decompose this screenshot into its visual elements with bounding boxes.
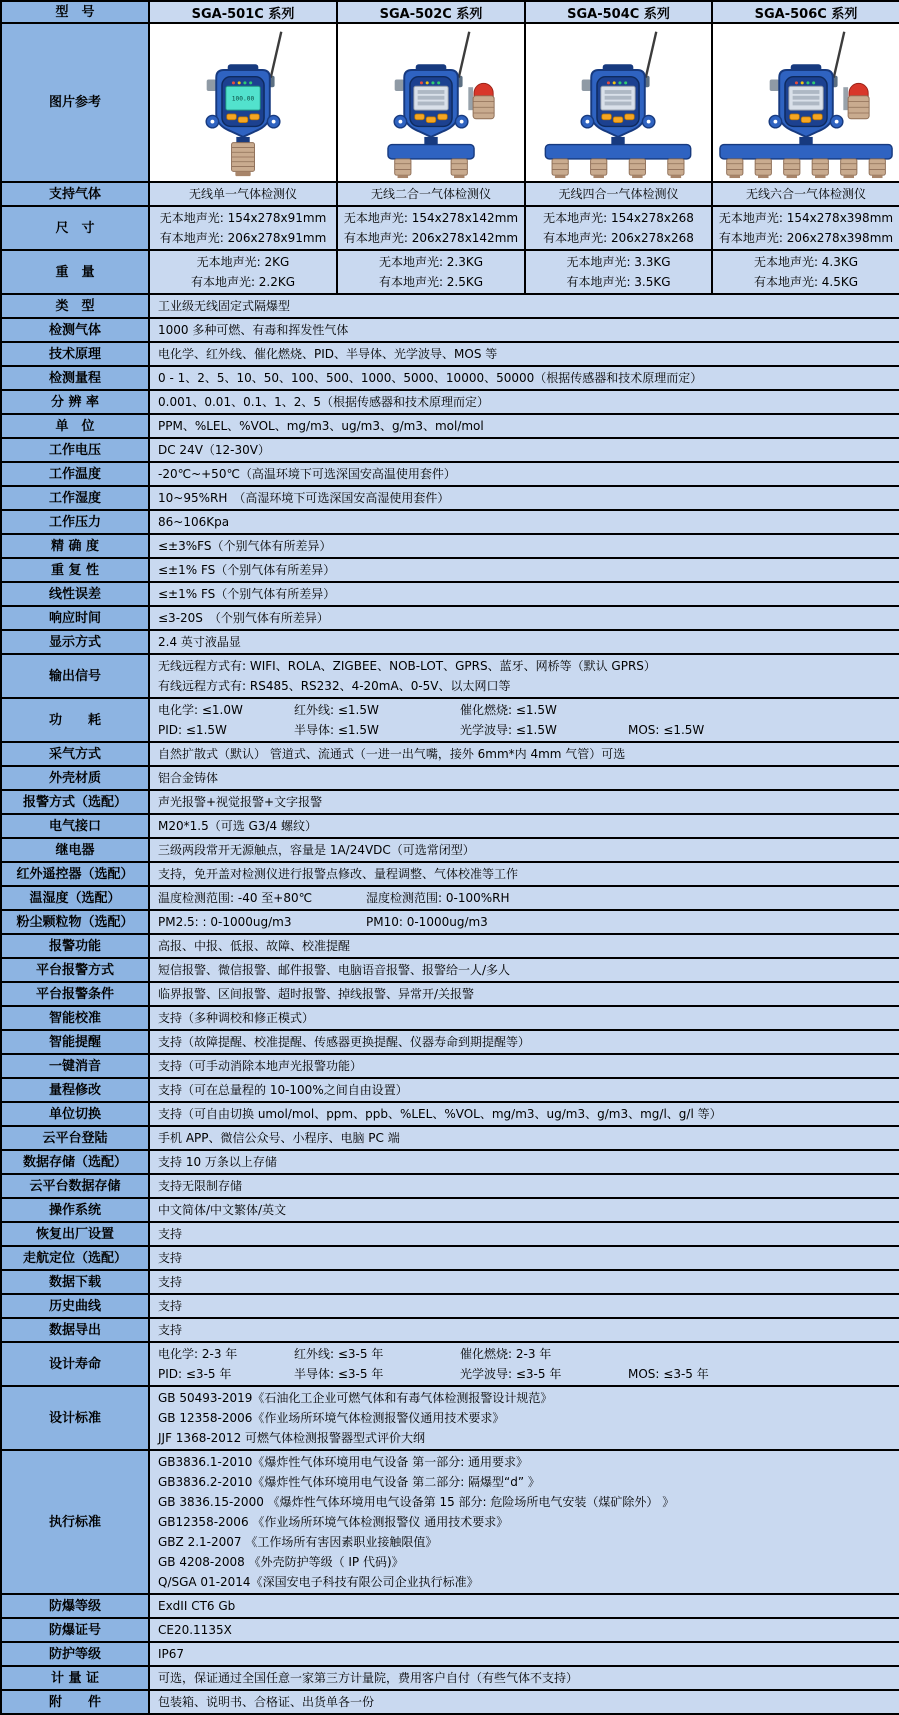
spec-line: 支持: [158, 1227, 183, 1241]
row-label: 响应时间: [1, 606, 149, 630]
spec-value: [149, 414, 899, 438]
spec-cell: [149, 182, 337, 206]
spec-line: 无本地声光: 2KG: [196, 255, 290, 269]
spec-line: [158, 1344, 891, 1364]
spec-line: 无线单一气体检测仪: [188, 187, 297, 201]
spec-line: [158, 888, 891, 908]
spec-value: [149, 1386, 899, 1450]
row-label: 防爆证号: [1, 1618, 149, 1642]
spec-value: [149, 742, 899, 766]
spec-value: [149, 1594, 899, 1618]
sensor-manifold: [387, 137, 473, 178]
spec-segment: 电化学: ≤1.0W: [158, 703, 243, 717]
spec-line: GBZ 2.1-2007 《工作场所有害因素职业接触限值》: [158, 1535, 438, 1549]
spec-line: [158, 700, 891, 720]
column-row: [1, 182, 899, 206]
header-row: [1, 1, 899, 23]
row-label: 执行标准: [1, 1450, 149, 1594]
spec-row: [1, 654, 899, 698]
spec-line: 支持，免开盖对检测仪进行报警点修改、量程调整、气体校准等工作: [158, 867, 519, 881]
spec-value: [149, 958, 899, 982]
spec-value: [149, 390, 899, 414]
spec-value: [149, 1342, 899, 1386]
row-label: 显示方式: [1, 630, 149, 654]
spec-value: [149, 1318, 899, 1342]
model-header-4: SGA-506C 系列: [712, 1, 899, 23]
spec-segment: 温度检测范围: -40 至+80℃: [158, 891, 313, 905]
spec-line: ≤±1% FS（个别气体有所差异）: [158, 563, 336, 577]
spec-row: [1, 1150, 899, 1174]
spec-line: 无本地声光: 3.3KG: [566, 255, 671, 269]
spec-line: JJF 1368-2012 可燃气体检测报警器型式评价大纲: [158, 1431, 426, 1445]
spec-segment: 催化燃烧: 2-3 年: [460, 1347, 552, 1361]
spec-row: [1, 766, 899, 790]
spec-line: 有线远程方式有: RS485、RS232、4-20mA、0-5V、以太网口等: [158, 679, 511, 693]
spec-line: [158, 720, 891, 740]
spec-row: [1, 606, 899, 630]
spec-row: [1, 934, 899, 958]
spec-value: [149, 1222, 899, 1246]
spec-row: [1, 558, 899, 582]
spec-row: [1, 1054, 899, 1078]
spec-value: [149, 814, 899, 838]
spec-row: [1, 982, 899, 1006]
spec-line: 无线四合一气体检测仪: [558, 187, 679, 201]
spec-value: [149, 462, 899, 486]
spec-row: [1, 414, 899, 438]
spec-value: [149, 1030, 899, 1054]
spec-row: [1, 698, 899, 742]
antenna-icon: [833, 32, 844, 78]
spec-line: GB3836.2-2010《爆炸性气体环境用电气设备 第二部分: 隔爆型“d” 》: [158, 1475, 540, 1489]
spec-line: 三级两段常开无源触点，容量是 1A/24VDC（可选常闭型）: [158, 843, 475, 857]
row-label: 操作系统: [1, 1198, 149, 1222]
spec-row: [1, 318, 899, 342]
row-label: 电气接口: [1, 814, 149, 838]
antenna-icon: [646, 32, 657, 78]
row-label: 走航定位（选配）: [1, 1246, 149, 1270]
spec-row: [1, 390, 899, 414]
spec-value: [149, 1270, 899, 1294]
spec-line: 支持: [158, 1323, 183, 1337]
row-label: 尺 寸: [1, 206, 149, 250]
spec-line: 无本地声光: 154x278x142mm: [343, 211, 519, 225]
device-cell-SGA-506C: [712, 23, 899, 182]
row-label-image: 图片参考: [1, 23, 149, 182]
spec-row: [1, 1126, 899, 1150]
row-label: 工作温度: [1, 462, 149, 486]
spec-value: [149, 1666, 899, 1690]
spec-cell: [525, 250, 712, 294]
spec-value: [149, 1198, 899, 1222]
table-body: [1, 1, 899, 1714]
spec-row: [1, 294, 899, 318]
column-row: [1, 206, 899, 250]
spec-row: [1, 1450, 899, 1594]
spec-line: Q/SGA 01-2014《深国安电子科技有限公司企业执行标准》: [158, 1575, 479, 1589]
spec-line: CE20.1135X: [158, 1623, 232, 1637]
spec-value: [149, 582, 899, 606]
spec-segment: 红外线: ≤1.5W: [294, 703, 379, 717]
spec-line: ≤±1% FS（个别气体有所差异）: [158, 587, 336, 601]
spec-row: [1, 534, 899, 558]
spec-row: [1, 1078, 899, 1102]
spec-line: GB 4208-2008 《外壳防护等级（ IP 代码)》: [158, 1555, 404, 1569]
row-label: 功 耗: [1, 698, 149, 742]
row-label: 数据导出: [1, 1318, 149, 1342]
spec-line: 2.4 英寸液晶显: [158, 635, 241, 649]
spec-value: [149, 1618, 899, 1642]
device-image-SGA-501C: [151, 26, 336, 179]
spec-segment: MOS: ≤1.5W: [628, 723, 705, 737]
spec-row: [1, 910, 899, 934]
spec-line: ExdII CT6 Gb: [158, 1599, 236, 1613]
spec-value: [149, 294, 899, 318]
row-label: 计 量 证: [1, 1666, 149, 1690]
spec-line: 支持（可手动消除本地声光报警功能）: [158, 1059, 363, 1073]
spec-row: [1, 1198, 899, 1222]
row-label: 单位切换: [1, 1102, 149, 1126]
row-label: 继电器: [1, 838, 149, 862]
spec-value: [149, 1642, 899, 1666]
spec-line: 无本地声光: 154x278x268: [543, 211, 694, 225]
spec-value: [149, 698, 899, 742]
row-label: 检测气体: [1, 318, 149, 342]
spec-row: [1, 1102, 899, 1126]
spec-row: [1, 814, 899, 838]
row-label: 工作电压: [1, 438, 149, 462]
spec-segment: PID: ≤3-5 年: [158, 1367, 232, 1381]
spec-line: GB 12358-2006《作业场所环境气体检测报警仪通用技术要求》: [158, 1411, 505, 1425]
spec-value: [149, 510, 899, 534]
screen-reading: 100.00: [231, 95, 254, 103]
device-image-SGA-502C: [339, 26, 524, 179]
image-row: [1, 23, 899, 182]
spec-line: 无本地声光: 154x278x398mm: [718, 211, 894, 225]
spec-line: 电化学、红外线、催化燃烧、PID、半导体、光学波导、MOS 等: [158, 347, 498, 361]
spec-line: 临界报警、区间报警、超时报警、掉线报警、异常开/关报警: [158, 987, 475, 1001]
spec-line: 工业级无线固定式隔爆型: [158, 299, 291, 313]
spec-line: 支持（可在总量程的 10-100%之间自由设置）: [158, 1083, 408, 1097]
spec-line: 无线二合一气体检测仪: [370, 187, 491, 201]
row-label: 温湿度（选配）: [1, 886, 149, 910]
spec-row: [1, 742, 899, 766]
spec-line: 声光报警+视觉报警+文字报警: [158, 795, 323, 809]
gas-sensor-probe: [231, 137, 254, 176]
spec-value: [149, 534, 899, 558]
spec-line: 自然扩散式（默认） 管道式、流通式（一进一出气嘴，接外 6mm*内 4mm 气管）可选: [158, 747, 626, 761]
detector-body: [581, 64, 655, 137]
model-header-3: SGA-504C 系列: [525, 1, 712, 23]
spec-line: 支持: [158, 1275, 183, 1289]
row-label: 工作压力: [1, 510, 149, 534]
spec-value: [149, 934, 899, 958]
spec-segment: 半导体: ≤1.5W: [294, 723, 379, 737]
spec-line: 无本地声光: 4.3KG: [753, 255, 859, 269]
spec-segment: 光学波导: ≤3-5 年: [460, 1367, 562, 1381]
row-label: 恢复出厂设置: [1, 1222, 149, 1246]
spec-value: [149, 1078, 899, 1102]
device-cell-SGA-502C: [337, 23, 525, 182]
row-label: 输出信号: [1, 654, 149, 698]
row-label: 检测量程: [1, 366, 149, 390]
detector-body: [206, 64, 280, 137]
spec-line: 有本地声光: 206x278x398mm: [718, 231, 894, 245]
spec-row: [1, 1318, 899, 1342]
spec-value: [149, 1450, 899, 1594]
row-label: 数据存储（选配）: [1, 1150, 149, 1174]
spec-row: [1, 1386, 899, 1450]
spec-line: 支持（多种调校和修正模式）: [158, 1011, 315, 1025]
antenna-icon: [270, 32, 281, 78]
spec-value: [149, 1102, 899, 1126]
alarm-beacon-icon: [843, 83, 869, 118]
spec-line: GB12358-2006 《作业场所环境气体检测报警仪 通用技术要求》: [158, 1515, 509, 1529]
spec-value: [149, 982, 899, 1006]
spec-line: 有本地声光: 2.2KG: [190, 275, 296, 289]
row-label: 量程修改: [1, 1078, 149, 1102]
spec-row: [1, 1030, 899, 1054]
spec-row: [1, 342, 899, 366]
spec-value: [149, 606, 899, 630]
spec-line: 中文简体/中文繁体/英文: [158, 1203, 287, 1217]
sensor-manifold: [719, 137, 891, 178]
spec-cell: [149, 250, 337, 294]
spec-line: 支持: [158, 1299, 183, 1313]
row-label: 工作湿度: [1, 486, 149, 510]
spec-row: [1, 582, 899, 606]
row-label: 支持气体: [1, 182, 149, 206]
spec-value: [149, 1246, 899, 1270]
spec-value: [149, 1126, 899, 1150]
column-row: [1, 250, 899, 294]
spec-value: [149, 1054, 899, 1078]
row-label: 云平台登陆: [1, 1126, 149, 1150]
spec-row: [1, 510, 899, 534]
spec-row: [1, 1246, 899, 1270]
model-header-2: SGA-502C 系列: [337, 1, 525, 23]
spec-row: [1, 1690, 899, 1714]
spec-line: PPM、%LEL、%VOL、mg/m3、ug/m3、g/m3、mol/mol: [158, 419, 484, 433]
spec-row: [1, 1666, 899, 1690]
spec-segment: 湿度检测范围: 0-100%RH: [366, 891, 510, 905]
spec-cell: [337, 206, 525, 250]
row-label: 防护等级: [1, 1642, 149, 1666]
row-label: 红外遥控器（选配）: [1, 862, 149, 886]
detector-body: [769, 64, 843, 137]
device-image-SGA-504C: [526, 26, 711, 179]
spec-row: [1, 462, 899, 486]
spec-value: [149, 886, 899, 910]
row-label: 数据下载: [1, 1270, 149, 1294]
spec-line: 有本地声光: 4.5KG: [753, 275, 859, 289]
spec-line: 支持（故障提醒、校准提醒、传感器更换提醒、仪器寿命到期提醒等）: [158, 1035, 531, 1049]
spec-segment: 半导体: ≤3-5 年: [294, 1367, 384, 1381]
detector-body: [394, 64, 468, 137]
spec-cell: [525, 182, 712, 206]
spec-line: 支持无限制存储: [158, 1179, 243, 1193]
spec-line: 86~106Kpa: [158, 515, 230, 529]
spec-segment: PID: ≤1.5W: [158, 723, 227, 737]
spec-row: [1, 1006, 899, 1030]
row-label: 设计寿命: [1, 1342, 149, 1386]
spec-line: 有本地声光: 206x278x142mm: [343, 231, 519, 245]
spec-value: [149, 790, 899, 814]
spec-value: [149, 558, 899, 582]
spec-value: [149, 438, 899, 462]
spec-value: [149, 1690, 899, 1714]
alarm-beacon-icon: [468, 83, 494, 118]
spec-value: [149, 318, 899, 342]
spec-value: [149, 630, 899, 654]
spec-line: 支持（可自由切换 umol/mol、ppm、ppb、%LEL、%VOL、mg/m3、ug/m3、g/m3、mg/l、g/l 等）: [158, 1107, 722, 1121]
row-label: 重 复 性: [1, 558, 149, 582]
spec-line: 短信报警、微信报警、邮件报警、电脑语音报警、报警给一人/多人: [158, 963, 511, 977]
row-label: 重 量: [1, 250, 149, 294]
spec-line: 有本地声光: 206x278x91mm: [159, 231, 327, 245]
row-label: 分 辨 率: [1, 390, 149, 414]
row-label: 采气方式: [1, 742, 149, 766]
spec-value: [149, 1174, 899, 1198]
spec-row: [1, 1270, 899, 1294]
spec-cell: [337, 182, 525, 206]
row-label: 报警方式（选配）: [1, 790, 149, 814]
row-label: 防爆等级: [1, 1594, 149, 1618]
row-label: 报警功能: [1, 934, 149, 958]
spec-row: [1, 1618, 899, 1642]
spec-line: DC 24V（12-30V）: [158, 443, 270, 457]
spec-line: ≤3-20S （个别气体有所差异）: [158, 611, 329, 625]
spec-row: [1, 790, 899, 814]
spec-row: [1, 366, 899, 390]
spec-line: 无线远程方式有: WIFI、ROLA、ZIGBEE、NOB-LOT、GPRS、蓝牙、网桥等（默认 GPRS）: [158, 659, 656, 673]
row-label: 精 确 度: [1, 534, 149, 558]
spec-segment: MOS: ≤3-5 年: [628, 1367, 709, 1381]
spec-value: [149, 342, 899, 366]
spec-segment: PM2.5: : 0-1000ug/m3: [158, 915, 292, 929]
spec-cell: [712, 206, 899, 250]
row-label: 历史曲线: [1, 1294, 149, 1318]
spec-cell: [149, 206, 337, 250]
sensor-manifold: [545, 137, 690, 178]
spec-value: [149, 486, 899, 510]
row-label: 技术原理: [1, 342, 149, 366]
spec-line: -20℃~+50℃（高温环境下可选深国安高温使用套件）: [158, 467, 456, 481]
spec-value: [149, 766, 899, 790]
spec-row: [1, 1342, 899, 1386]
spec-row: [1, 438, 899, 462]
spec-line: 1000 多种可燃、有毒和挥发性气体: [158, 323, 349, 337]
spec-cell: [525, 206, 712, 250]
spec-line: GB 3836.15-2000 《爆炸性气体环境用电气设备第 15 部分: 危险场所电气安装（煤矿除外） 》: [158, 1495, 675, 1509]
row-label: 平台报警条件: [1, 982, 149, 1006]
device-cell-SGA-501C: [149, 23, 337, 182]
spec-value: [149, 1150, 899, 1174]
row-label: 云平台数据存储: [1, 1174, 149, 1198]
device-cell-SGA-504C: [525, 23, 712, 182]
spec-cell: [712, 182, 899, 206]
spec-value: [149, 910, 899, 934]
spec-value: [149, 1006, 899, 1030]
spec-value: [149, 862, 899, 886]
row-label: 类 型: [1, 294, 149, 318]
spec-segment: 红外线: ≤3-5 年: [294, 1347, 384, 1361]
spec-value: [149, 1294, 899, 1318]
spec-line: GB3836.1-2010《爆炸性气体环境用电气设备 第一部分: 通用要求》: [158, 1455, 529, 1469]
model-header-1: SGA-501C 系列: [149, 1, 337, 23]
spec-cell: [712, 250, 899, 294]
row-label: 平台报警方式: [1, 958, 149, 982]
spec-line: [158, 912, 891, 932]
row-label: 外壳材质: [1, 766, 149, 790]
spec-row: [1, 630, 899, 654]
spec-line: 无本地声光: 2.3KG: [378, 255, 484, 269]
spec-line: GB 50493-2019《石油化工企业可燃气体和有毒气体检测报警设计规范》: [158, 1391, 553, 1405]
spec-row: [1, 1174, 899, 1198]
spec-row: [1, 1642, 899, 1666]
spec-segment: 电化学: 2-3 年: [158, 1347, 238, 1361]
spec-line: 有本地声光: 3.5KG: [566, 275, 671, 289]
spec-line: 支持: [158, 1251, 183, 1265]
spec-segment: 光学波导: ≤1.5W: [460, 723, 557, 737]
spec-line: 有本地声光: 206x278x268: [543, 231, 694, 245]
row-label: 一键消音: [1, 1054, 149, 1078]
spec-segment: 催化燃烧: ≤1.5W: [460, 703, 557, 717]
spec-line: 可选，保证通过全国任意一家第三方计量院，费用客户自付（有些气体不支持）: [158, 1671, 579, 1685]
spec-value: [149, 654, 899, 698]
spec-row: [1, 862, 899, 886]
row-label-model: 型 号: [1, 1, 149, 23]
spec-value: [149, 366, 899, 390]
spec-line: 无本地声光: 154x278x91mm: [159, 211, 327, 225]
spec-line: M20*1.5（可选 G3/4 螺纹）: [158, 819, 317, 833]
spec-value: [149, 838, 899, 862]
row-label: 智能提醒: [1, 1030, 149, 1054]
spec-line: 支持 10 万条以上存储: [158, 1155, 277, 1169]
spec-row: [1, 958, 899, 982]
spec-line: [158, 1364, 891, 1384]
spec-line: 手机 APP、微信公众号、小程序、电脑 PC 端: [158, 1131, 400, 1145]
spec-row: [1, 486, 899, 510]
row-label: 设计标准: [1, 1386, 149, 1450]
spec-row: [1, 886, 899, 910]
device-image-SGA-506C: [714, 26, 899, 179]
row-label: 智能校准: [1, 1006, 149, 1030]
spec-cell: [337, 250, 525, 294]
spec-line: 0 - 1、2、5、10、50、100、500、1000、5000、10000、50000（根据传感器和技术原理而定）: [158, 371, 703, 385]
spec-line: 0.001、0.01、0.1、1、2、5（根据传感器和技术原理而定）: [158, 395, 490, 409]
row-label: 线性误差: [1, 582, 149, 606]
spec-line: 10~95%RH （高湿环境下可选深国安高湿使用套件）: [158, 491, 450, 505]
spec-row: [1, 838, 899, 862]
spec-line: ≤±3%FS（个别气体有所差异）: [158, 539, 332, 553]
spec-row: [1, 1594, 899, 1618]
spec-row: [1, 1222, 899, 1246]
spec-line: 包装箱、说明书、合格证、出货单各一份: [158, 1695, 375, 1709]
row-label: 单 位: [1, 414, 149, 438]
spec-line: IP67: [158, 1647, 185, 1661]
spec-line: 铝合金铸体: [158, 771, 219, 785]
spec-line: 无线六合一气体检测仪: [745, 187, 866, 201]
spec-segment: PM10: 0-1000ug/m3: [366, 915, 488, 929]
spec-line: 有本地声光: 2.5KG: [378, 275, 484, 289]
spec-line: 高报、中报、低报、故障、校准提醒: [158, 939, 351, 953]
spec-row: [1, 1294, 899, 1318]
row-label: 附 件: [1, 1690, 149, 1714]
row-label: 粉尘颗粒物（选配）: [1, 910, 149, 934]
antenna-icon: [458, 32, 469, 78]
